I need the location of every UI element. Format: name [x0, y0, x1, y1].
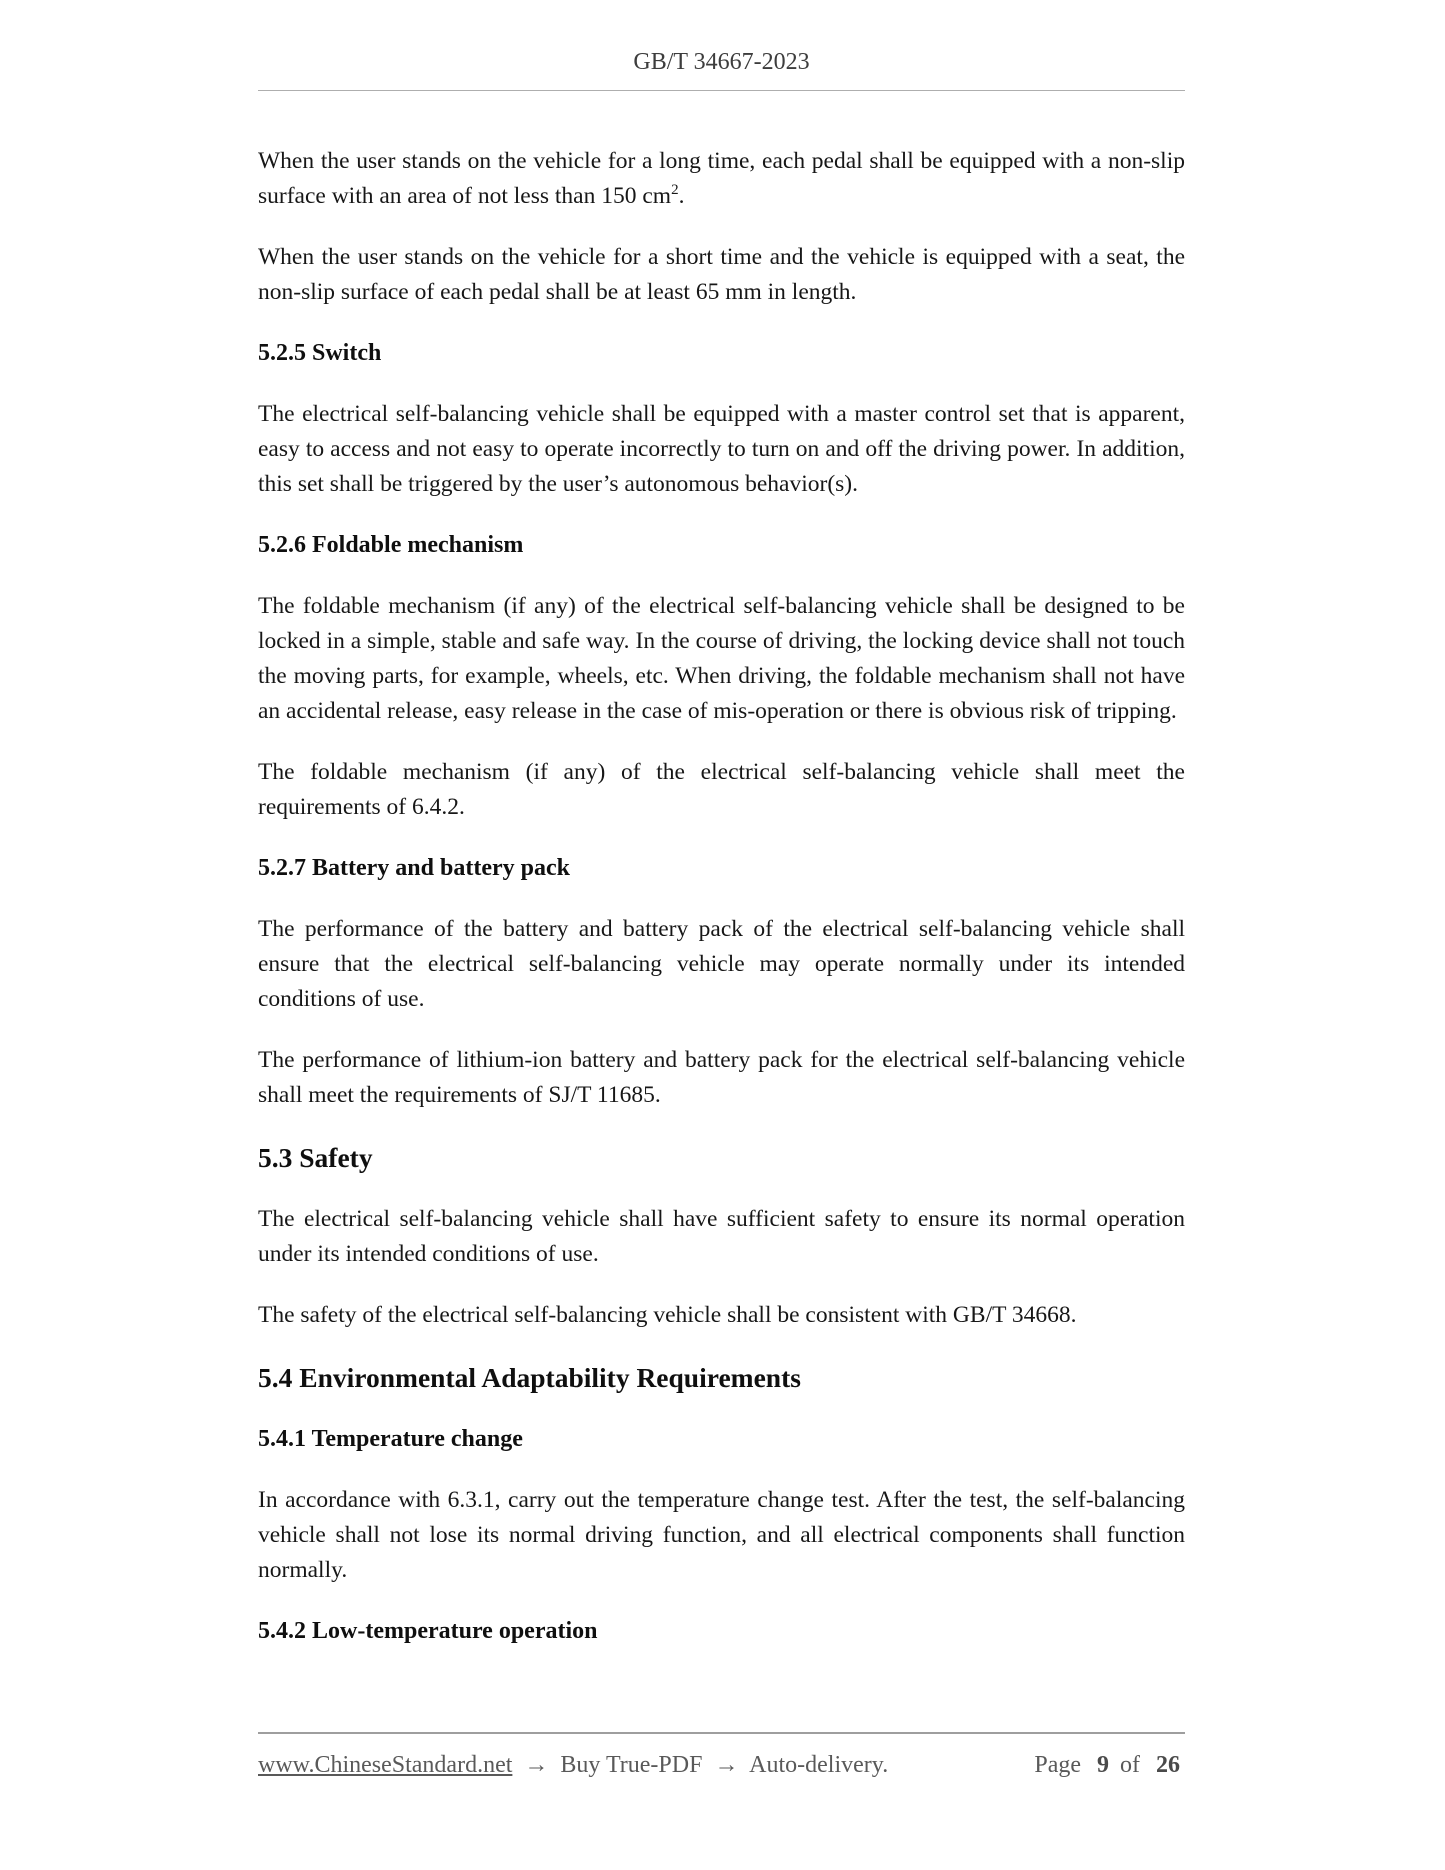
- right-arrow-icon: →: [524, 1752, 549, 1778]
- superscript: 2: [671, 182, 679, 198]
- paragraph: The foldable mechanism (if any) of the electrical self-balancing vehicle shall meet the requirements of 6.4.2.: [258, 759, 1185, 820]
- page-footer: [258, 1748, 1185, 1782]
- current-page-number: 9: [1097, 1752, 1109, 1778]
- website-link[interactable]: www.ChineseStandard.net: [258, 1752, 513, 1778]
- section-heading-5-4-1: 5.4.1 Temperature change: [258, 1426, 523, 1452]
- paragraph: The electrical self-balancing vehicle shall have sufficient safety to ensure its normal operation under its intended conditions of use.: [258, 1206, 1185, 1267]
- section-heading-5-2-5: 5.2.5 Switch: [258, 340, 382, 366]
- paragraph: The performance of the battery and battery pack of the electrical self-balancing vehicle shall ensure that the electrical self-balancing vehicle may operate normally under its intended conditions of use.: [258, 916, 1185, 1012]
- of-label: of: [1120, 1752, 1140, 1778]
- page-header-standard-number: GB/T 34667-2023: [633, 49, 810, 75]
- document-body: [258, 144, 1185, 1675]
- buy-true-pdf-label: Buy True-PDF: [560, 1752, 703, 1778]
- paragraph: The electrical self-balancing vehicle shall be equipped with a master control set that is apparent, easy to access and not easy to operate incorrectly to turn on and off the driving power. In addition, this set shall be triggered by the user’s autonomous behavior(s).: [258, 401, 1185, 497]
- paragraph-text: .: [678, 183, 685, 209]
- auto-delivery-label: Auto-delivery.: [749, 1752, 889, 1778]
- paragraph: The foldable mechanism (if any) of the electrical self-balancing vehicle shall be designed to be locked in a simple, stable and safe way. In the course of driving, the locking device shall not touch the moving parts, for example, wheels, etc. When driving, the foldable mechanism shall not have an accidental release, easy release in the case of mis-operation or there is obvious risk of tripping.: [258, 593, 1185, 724]
- paragraph: The safety of the electrical self-balancing vehicle shall be consistent with GB/T 34668.: [258, 1302, 1077, 1328]
- section-heading-5-4-2: 5.4.2 Low-temperature operation: [258, 1618, 598, 1644]
- section-heading-5-3: 5.3 Safety: [258, 1142, 373, 1173]
- page-label: Page: [1034, 1752, 1081, 1778]
- paragraph: In accordance with 6.3.1, carry out the temperature change test. After the test, the self-balancing vehicle shall not lose its normal driving function, and all electrical components shall function normally.: [258, 1487, 1185, 1583]
- section-heading-5-2-6: 5.2.6 Foldable mechanism: [258, 532, 524, 558]
- footer-divider: [258, 1732, 1185, 1734]
- paragraph: The performance of lithium-ion battery and battery pack for the electrical self-balancing vehicle shall meet the requirements of SJ/T 11685.: [258, 1047, 1185, 1108]
- total-page-number: 26: [1156, 1752, 1180, 1778]
- page-number: [1034, 1748, 1185, 1782]
- paragraph-text: When the user stands on the vehicle for a long time, each pedal shall be equipped with a non-slip surface with an area of not less than 150 cm: [258, 148, 1185, 209]
- header-divider: [258, 90, 1185, 91]
- right-arrow-icon: →: [714, 1752, 739, 1778]
- footer-source-line: [258, 1748, 888, 1782]
- paragraph: When the user stands on the vehicle for a short time and the vehicle is equipped with a seat, the non-slip surface of each pedal shall be at least 65 mm in length.: [258, 244, 1185, 305]
- section-heading-5-4: 5.4 Environmental Adaptability Requirements: [258, 1362, 801, 1393]
- paragraph: [258, 144, 1185, 214]
- section-heading-5-2-7: 5.2.7 Battery and battery pack: [258, 855, 570, 881]
